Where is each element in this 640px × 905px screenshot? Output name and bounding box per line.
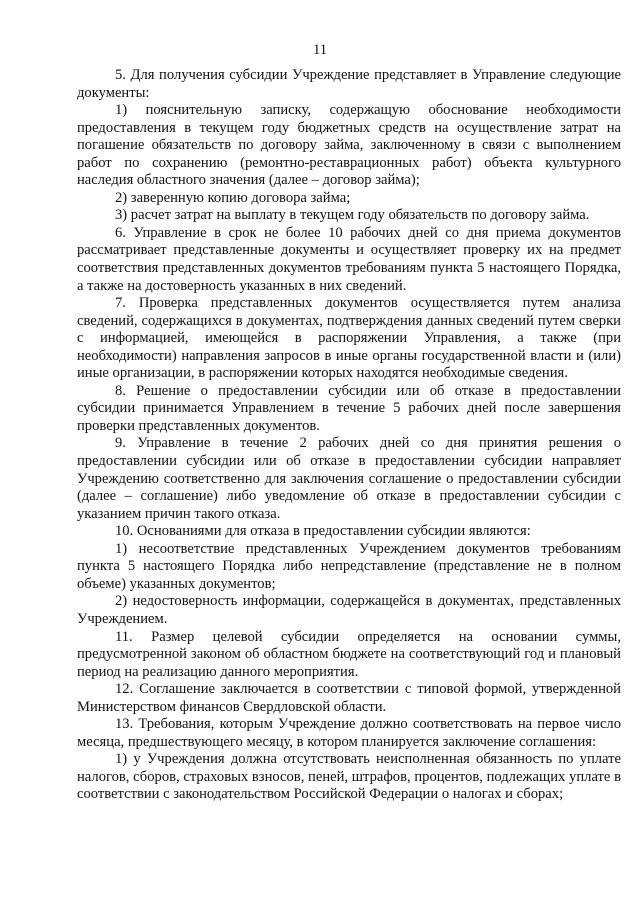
paragraph-10-item-2: 2) недостоверность информации, содержащейся в документах, представленных Учреждением. [77,593,621,627]
paragraph-12: 12. Соглашение заключается в соответствии с типовой формой, утвержденной Министерством финансов Свердловской области. [77,681,621,715]
paragraph-13-intro: 13. Требования, которым Учреждение должно соответствовать на первое число месяца, предшествующего месяцу, в котором планируется заключение соглашения: [77,716,621,750]
paragraph-5-item-1: 1) пояснительную записку, содержащую обоснование необходимости предоставления в текущем году бюджетных средств на осуществление затрат на погашение обязательств по договору займа, заключенному в связи с выполнением работ по сохранению (ремонтно-реставрационных работ) объекта культурного наследия областного значения (далее – договор займа); [77,102,621,189]
paragraph-5-item-3: 3) расчет затрат на выплату в текущем году обязательств по договору займа. [115,207,590,224]
document-body [77,67,621,804]
page-number: 11 [312,42,328,58]
paragraph-7: 7. Проверка представленных документов осуществляется путем анализа сведений, содержащихся в документах, подтверждения данных сведений путем сверки с информацией, имеющейся в распоряжении Управления, а также (при необходимости) направления запросов в иные органы государственной власти и (или) иные организации, в распоряжении которых находятся необходимые сведения. [77,295,621,382]
paragraph-11: 11. Размер целевой субсидии определяется на основании суммы, предусмотренной законом об областном бюджете на соответствующий год и плановый период на реализацию данного мероприятия. [77,628,621,680]
paragraph-9: 9. Управление в течение 2 рабочих дней со дня принятия решения о предоставлении субсидии или об отказе в предоставлении субсидии направляет Учреждению соответственно для заключения соглашение о предоставлении субсидии (далее – соглашение) либо уведомление об отказе в предоставлении субсидии с указанием причин такого отказа. [77,435,621,522]
paragraph-8: 8. Решение о предоставлении субсидии или об отказе в предоставлении субсидии принимается Управлением в течение 5 рабочих дней после завершения проверки представленных документов. [77,382,621,434]
paragraph-10-item-1: 1) несоответствие представленных Учреждением документов требованиям пункта 5 настоящего Порядка либо непредставление (представление не в полном объеме) указанных документов; [77,540,621,592]
paragraph-10-intro: 10. Основаниями для отказа в предоставлении субсидии являются: [115,523,531,540]
paragraph-5-item-2: 2) заверенную копию договора займа; [115,189,351,206]
paragraph-6: 6. Управление в срок не более 10 рабочих дней со дня приема документов рассматривает представленные документы и осуществляет проверку их на предмет соответствия представленных документов требованиям пункта 5 настоящего Порядка, а также на достоверность указанных в них сведений. [77,224,621,294]
paragraph-5-intro: 5. Для получения субсидии Учреждение представляет в Управление следующие документы: [77,67,621,101]
paragraph-13-item-1: 1) у Учреждения должна отсутствовать неисполненная обязанность по уплате налогов, сборов, страховых взносов, пеней, штрафов, процентов, подлежащих уплате в соответствии с законодательством Российской Федерации о налогах и сборах; [77,751,621,803]
